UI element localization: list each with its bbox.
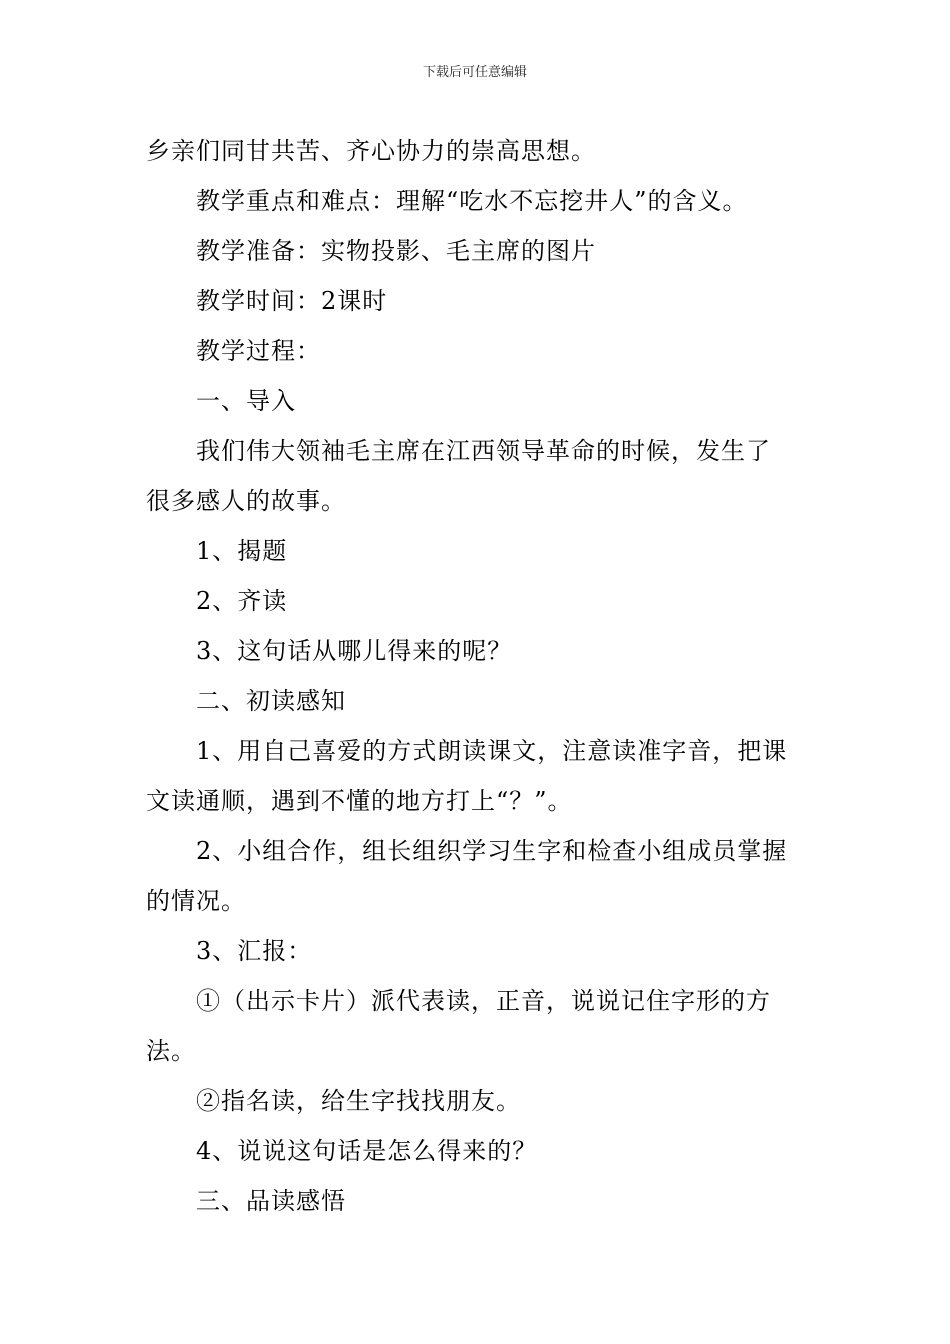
page-header-note: 下载后可任意编辑 bbox=[422, 65, 527, 80]
text-line: 教学过程： bbox=[196, 337, 321, 365]
text-line: 教学重点和难点：理解“吃水不忘挖井人”的含义。 bbox=[196, 187, 748, 215]
text-line: 2、齐读 bbox=[196, 587, 288, 615]
text-line: 教学准备：实物投影、毛主席的图片 bbox=[196, 237, 596, 265]
text-line: 4、说说这句话是怎么得来的？ bbox=[196, 1137, 538, 1165]
text-line: 教学时间：2课时 bbox=[196, 287, 388, 315]
text-line: 法。 bbox=[146, 1037, 196, 1065]
text-line: 文读通顺，遇到不懂的地方打上“？”。 bbox=[146, 787, 573, 815]
text-line: ①（出示卡片）派代表读，正音，说说记住字形的方 bbox=[196, 987, 771, 1015]
section-heading: 二、初读感知 bbox=[196, 687, 346, 715]
section-heading: 三、品读感悟 bbox=[196, 1187, 346, 1215]
text-line: 的情况。 bbox=[146, 887, 246, 915]
text-line: 乡亲们同甘共苦、齐心协力的崇高思想。 bbox=[146, 137, 596, 165]
text-line: 3、这句话从哪儿得来的呢？ bbox=[196, 637, 513, 665]
text-line: 3、汇报： bbox=[196, 937, 313, 965]
text-line: 1、揭题 bbox=[196, 537, 288, 565]
text-line: 很多感人的故事。 bbox=[146, 487, 346, 515]
text-line: 2、小组合作，组长组织学习生字和检查小组成员掌握 bbox=[196, 837, 788, 865]
text-line: 1、用自己喜爱的方式朗读课文，注意读准字音，把课 bbox=[196, 737, 788, 765]
section-heading: 一、导入 bbox=[196, 387, 296, 415]
text-line: 我们伟大领袖毛主席在江西领导革命的时候，发生了 bbox=[196, 437, 771, 465]
text-line: ②指名读，给生字找找朋友。 bbox=[196, 1087, 521, 1115]
